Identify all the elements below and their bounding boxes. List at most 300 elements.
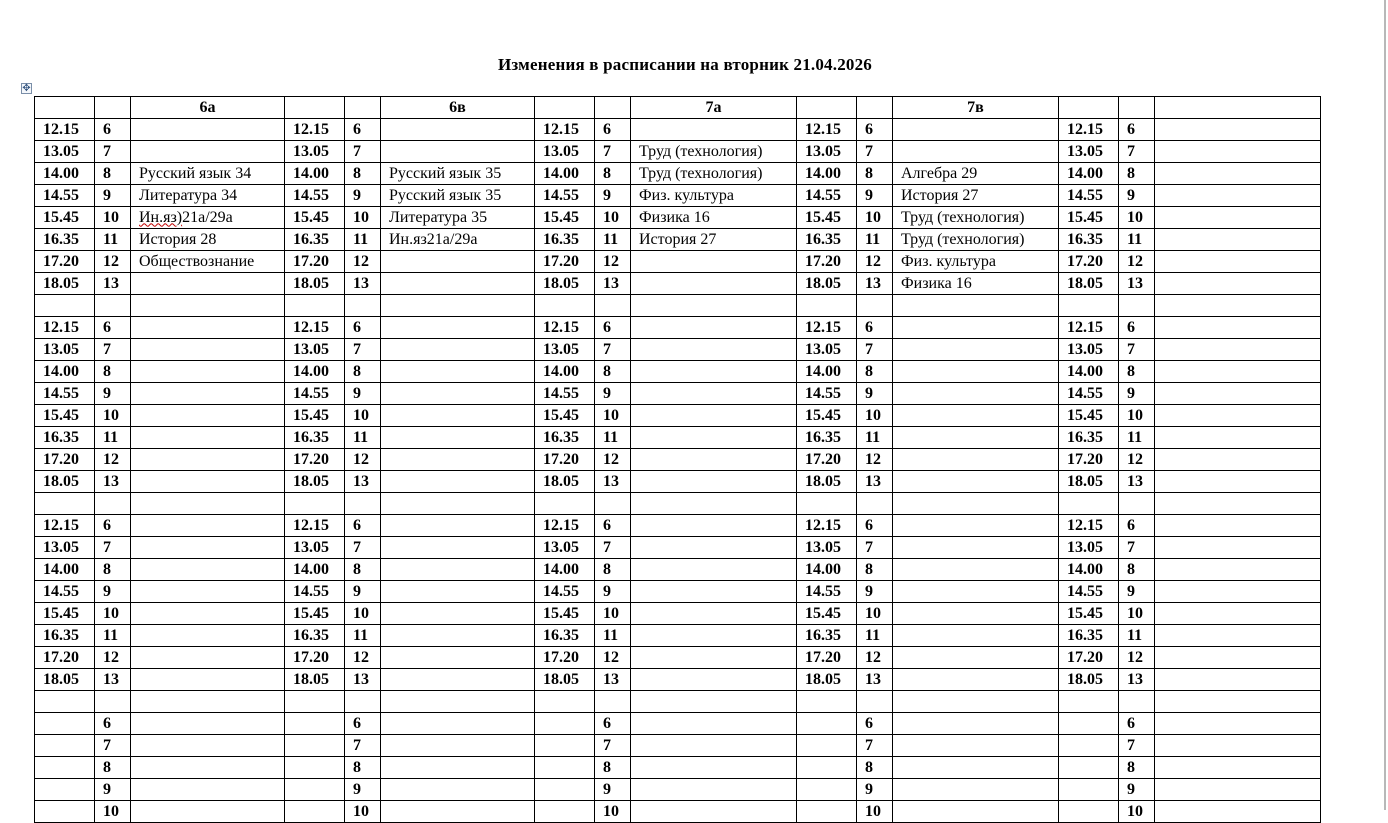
subject-cell <box>131 449 285 471</box>
time-cell: 16.35 <box>285 625 345 647</box>
subject-cell <box>631 581 797 603</box>
lesson-number-cell: 8 <box>857 757 893 779</box>
separator-cell <box>1155 493 1321 515</box>
lesson-number-cell: 12 <box>95 647 131 669</box>
time-cell: 14.55 <box>797 383 857 405</box>
subject-cell: Труд (технология) <box>893 207 1059 229</box>
time-cell <box>285 735 345 757</box>
subject-cell <box>381 801 535 823</box>
lesson-number-cell: 10 <box>1119 207 1155 229</box>
subject-cell <box>631 735 797 757</box>
time-cell: 13.05 <box>1059 537 1119 559</box>
separator-cell <box>797 295 857 317</box>
extra-cell <box>1155 801 1321 823</box>
lesson-number-cell: 8 <box>345 757 381 779</box>
lesson-number-cell: 12 <box>595 449 631 471</box>
time-cell: 16.35 <box>35 625 95 647</box>
lesson-number-cell: 7 <box>857 141 893 163</box>
subject-cell <box>631 669 797 691</box>
separator-cell <box>857 691 893 713</box>
lesson-number-cell: 7 <box>95 735 131 757</box>
time-cell <box>535 801 595 823</box>
separator-cell <box>535 295 595 317</box>
lesson-number-cell: 7 <box>857 735 893 757</box>
subject-cell: Русский язык 35 <box>381 163 535 185</box>
subject-cell: Ин.яз)21а/29а <box>131 207 285 229</box>
subject-cell <box>893 427 1059 449</box>
subject-cell <box>381 515 535 537</box>
lesson-number-cell: 6 <box>95 713 131 735</box>
extra-cell <box>1155 383 1321 405</box>
lesson-number-cell: 6 <box>1119 515 1155 537</box>
subject-cell <box>131 317 285 339</box>
lesson-number-cell: 8 <box>857 163 893 185</box>
lesson-number-cell: 11 <box>857 427 893 449</box>
subject-cell <box>631 317 797 339</box>
lesson-number-cell: 9 <box>1119 383 1155 405</box>
lesson-number-cell: 6 <box>1119 317 1155 339</box>
subject-cell <box>131 119 285 141</box>
time-cell: 14.00 <box>797 559 857 581</box>
time-cell: 18.05 <box>1059 471 1119 493</box>
lesson-number-cell: 13 <box>857 273 893 295</box>
separator-cell <box>1059 295 1119 317</box>
time-cell <box>535 779 595 801</box>
time-cell: 14.55 <box>285 581 345 603</box>
extra-cell <box>1155 427 1321 449</box>
time-cell: 17.20 <box>535 449 595 471</box>
time-cell: 17.20 <box>1059 647 1119 669</box>
subject-cell <box>381 405 535 427</box>
subject-cell <box>381 581 535 603</box>
time-cell <box>797 801 857 823</box>
time-cell: 15.45 <box>35 207 95 229</box>
time-cell: 15.45 <box>535 405 595 427</box>
lesson-row <box>35 141 1321 163</box>
time-cell: 17.20 <box>1059 449 1119 471</box>
subject-cell <box>631 559 797 581</box>
lesson-number-cell: 9 <box>857 779 893 801</box>
lesson-number-cell: 8 <box>345 559 381 581</box>
time-cell: 15.45 <box>797 405 857 427</box>
lesson-number-cell: 10 <box>345 405 381 427</box>
lesson-number-cell: 8 <box>1119 163 1155 185</box>
time-cell: 13.05 <box>35 339 95 361</box>
time-cell: 16.35 <box>797 427 857 449</box>
time-cell: 18.05 <box>35 669 95 691</box>
separator-cell <box>1059 691 1119 713</box>
subject-cell <box>893 669 1059 691</box>
time-cell: 13.05 <box>535 339 595 361</box>
time-cell: 14.55 <box>1059 581 1119 603</box>
lesson-number-cell: 10 <box>857 603 893 625</box>
time-cell: 17.20 <box>797 647 857 669</box>
time-cell: 15.45 <box>797 207 857 229</box>
subject-cell <box>893 713 1059 735</box>
time-cell: 15.45 <box>285 603 345 625</box>
time-cell: 12.15 <box>1059 317 1119 339</box>
time-cell: 14.00 <box>535 163 595 185</box>
lesson-row <box>35 251 1321 273</box>
extra-cell <box>1155 361 1321 383</box>
subject-cell: Обществознание <box>131 251 285 273</box>
time-cell: 18.05 <box>285 273 345 295</box>
subject-cell <box>131 669 285 691</box>
lesson-row <box>35 647 1321 669</box>
time-cell: 12.15 <box>1059 119 1119 141</box>
lesson-number-cell: 12 <box>1119 449 1155 471</box>
subject-cell <box>893 383 1059 405</box>
subject-cell <box>381 625 535 647</box>
separator-cell <box>381 691 535 713</box>
lesson-row <box>35 273 1321 295</box>
extra-cell <box>1155 317 1321 339</box>
lesson-number-cell: 13 <box>95 471 131 493</box>
subject-cell <box>381 141 535 163</box>
extra-cell <box>1155 537 1321 559</box>
lesson-row <box>35 515 1321 537</box>
time-cell: 15.45 <box>285 207 345 229</box>
subject-cell <box>893 515 1059 537</box>
subject-cell <box>893 405 1059 427</box>
lesson-row <box>35 779 1321 801</box>
time-cell: 14.00 <box>1059 163 1119 185</box>
table-move-handle-icon[interactable]: ✥ <box>22 83 31 94</box>
subject-cell <box>381 317 535 339</box>
subject-cell <box>381 449 535 471</box>
time-cell: 12.15 <box>285 515 345 537</box>
lesson-number-cell: 9 <box>857 185 893 207</box>
lesson-number-cell: 9 <box>95 779 131 801</box>
time-cell: 12.15 <box>535 317 595 339</box>
lesson-number-cell: 12 <box>345 449 381 471</box>
separator-row <box>35 493 1321 515</box>
lesson-number-cell: 11 <box>595 625 631 647</box>
separator-cell <box>35 493 95 515</box>
time-cell: 13.05 <box>535 537 595 559</box>
lesson-row <box>35 537 1321 559</box>
time-cell: 17.20 <box>535 251 595 273</box>
time-cell: 14.55 <box>1059 383 1119 405</box>
time-cell: 17.20 <box>35 449 95 471</box>
lesson-number-cell: 7 <box>1119 339 1155 361</box>
lesson-number-cell: 7 <box>95 141 131 163</box>
time-cell: 18.05 <box>285 669 345 691</box>
lesson-number-cell: 7 <box>345 537 381 559</box>
lesson-row <box>35 185 1321 207</box>
subject-cell: Физика 16 <box>631 207 797 229</box>
time-cell: 12.15 <box>797 119 857 141</box>
subject-cell <box>131 713 285 735</box>
separator-cell <box>285 691 345 713</box>
time-cell <box>35 779 95 801</box>
lesson-number-cell: 9 <box>345 185 381 207</box>
time-cell: 13.05 <box>797 537 857 559</box>
time-cell: 18.05 <box>797 669 857 691</box>
lesson-number-cell: 8 <box>595 559 631 581</box>
extra-cell <box>1155 603 1321 625</box>
time-cell <box>797 757 857 779</box>
lesson-number-cell: 8 <box>857 361 893 383</box>
subject-cell <box>631 757 797 779</box>
lesson-number-cell: 13 <box>1119 273 1155 295</box>
time-cell: 14.00 <box>797 163 857 185</box>
separator-cell <box>1059 493 1119 515</box>
class-header-7a: 7а <box>631 97 797 119</box>
time-cell: 12.15 <box>797 515 857 537</box>
time-cell: 14.55 <box>285 383 345 405</box>
class-header-6v: 6в <box>381 97 535 119</box>
subject-cell <box>631 625 797 647</box>
subject-cell: Физ. культура <box>631 185 797 207</box>
lesson-number-cell: 11 <box>1119 625 1155 647</box>
lesson-number-cell: 10 <box>595 405 631 427</box>
lesson-number-cell: 11 <box>595 229 631 251</box>
extra-cell <box>1155 163 1321 185</box>
time-cell <box>535 757 595 779</box>
extra-cell <box>1155 207 1321 229</box>
separator-cell <box>631 295 797 317</box>
time-cell: 14.00 <box>1059 559 1119 581</box>
extra-cell <box>1155 735 1321 757</box>
lesson-number-cell: 11 <box>345 427 381 449</box>
page-edge-scrollbar <box>1384 0 1386 810</box>
lesson-number-cell: 6 <box>345 317 381 339</box>
extra-cell <box>1155 559 1321 581</box>
header-row <box>35 97 1321 119</box>
time-cell <box>285 779 345 801</box>
lesson-number-cell: 9 <box>595 779 631 801</box>
subject-cell <box>131 471 285 493</box>
subject-cell <box>893 757 1059 779</box>
subject-cell <box>893 625 1059 647</box>
lesson-number-cell: 6 <box>857 119 893 141</box>
lesson-number-cell: 10 <box>595 207 631 229</box>
subject-cell: История 27 <box>631 229 797 251</box>
lesson-row <box>35 339 1321 361</box>
time-cell: 14.55 <box>797 185 857 207</box>
time-cell: 12.15 <box>285 317 345 339</box>
lesson-number-cell: 6 <box>595 713 631 735</box>
lesson-number-cell: 8 <box>595 163 631 185</box>
lesson-number-cell: 8 <box>345 163 381 185</box>
lesson-number-cell: 12 <box>857 251 893 273</box>
time-cell: 15.45 <box>535 207 595 229</box>
separator-cell <box>595 493 631 515</box>
time-cell <box>1059 779 1119 801</box>
lesson-number-cell: 7 <box>595 141 631 163</box>
lesson-number-cell: 7 <box>857 339 893 361</box>
lesson-number-cell: 7 <box>1119 735 1155 757</box>
time-cell: 17.20 <box>797 251 857 273</box>
lesson-number-cell: 6 <box>857 713 893 735</box>
schedule-table <box>34 96 1321 823</box>
subject-cell <box>131 361 285 383</box>
lesson-number-cell: 9 <box>595 581 631 603</box>
lesson-number-cell: 6 <box>595 515 631 537</box>
extra-cell <box>1155 339 1321 361</box>
time-cell: 17.20 <box>797 449 857 471</box>
lesson-number-cell: 12 <box>595 647 631 669</box>
lesson-number-cell: 10 <box>1119 801 1155 823</box>
extra-cell <box>1155 625 1321 647</box>
extra-cell <box>1155 449 1321 471</box>
time-cell <box>797 779 857 801</box>
time-cell <box>35 713 95 735</box>
time-cell: 14.00 <box>285 163 345 185</box>
header-num-cell <box>857 97 893 119</box>
subject-cell <box>631 515 797 537</box>
lesson-row <box>35 383 1321 405</box>
subject-cell <box>381 339 535 361</box>
time-cell: 16.35 <box>1059 427 1119 449</box>
time-cell: 16.35 <box>535 625 595 647</box>
subject-cell <box>631 801 797 823</box>
lesson-number-cell: 7 <box>345 339 381 361</box>
lesson-number-cell: 7 <box>595 339 631 361</box>
time-cell: 12.15 <box>35 317 95 339</box>
lesson-row <box>35 801 1321 823</box>
time-cell: 16.35 <box>35 427 95 449</box>
subject-cell: Русский язык 34 <box>131 163 285 185</box>
subject-cell <box>631 647 797 669</box>
lesson-number-cell: 6 <box>345 713 381 735</box>
subject-cell <box>131 735 285 757</box>
time-cell: 13.05 <box>35 141 95 163</box>
subject-cell <box>131 801 285 823</box>
subject-cell <box>893 647 1059 669</box>
lesson-number-cell: 13 <box>95 669 131 691</box>
extra-cell <box>1155 581 1321 603</box>
subject-cell: Труд (технология) <box>631 163 797 185</box>
time-cell: 14.00 <box>535 559 595 581</box>
subject-cell <box>631 119 797 141</box>
lesson-number-cell: 6 <box>345 119 381 141</box>
time-cell: 16.35 <box>535 427 595 449</box>
lesson-number-cell: 10 <box>595 603 631 625</box>
lesson-row <box>35 757 1321 779</box>
time-cell <box>797 713 857 735</box>
extra-cell <box>1155 515 1321 537</box>
separator-row <box>35 295 1321 317</box>
separator-cell <box>345 493 381 515</box>
header-time-cell <box>35 97 95 119</box>
separator-cell <box>1155 691 1321 713</box>
subject-cell <box>131 141 285 163</box>
lesson-number-cell: 9 <box>345 581 381 603</box>
lesson-number-cell: 9 <box>857 383 893 405</box>
separator-cell <box>381 295 535 317</box>
separator-cell <box>535 493 595 515</box>
subject-cell <box>381 273 535 295</box>
subject-cell <box>131 537 285 559</box>
subject-cell <box>893 735 1059 757</box>
time-cell <box>1059 757 1119 779</box>
subject-cell <box>131 581 285 603</box>
lesson-number-cell: 9 <box>345 383 381 405</box>
subject-cell <box>381 669 535 691</box>
time-cell: 13.05 <box>1059 339 1119 361</box>
lesson-number-cell: 8 <box>1119 757 1155 779</box>
lesson-number-cell: 9 <box>1119 779 1155 801</box>
lesson-number-cell: 7 <box>595 735 631 757</box>
lesson-number-cell: 6 <box>595 119 631 141</box>
lesson-number-cell: 8 <box>595 757 631 779</box>
lesson-number-cell: 7 <box>345 141 381 163</box>
lesson-number-cell: 11 <box>1119 229 1155 251</box>
separator-cell <box>285 493 345 515</box>
lesson-number-cell: 6 <box>1119 119 1155 141</box>
time-cell: 14.55 <box>35 185 95 207</box>
separator-cell <box>95 295 131 317</box>
lesson-number-cell: 11 <box>95 427 131 449</box>
time-cell: 12.15 <box>1059 515 1119 537</box>
time-cell <box>285 757 345 779</box>
time-cell: 16.35 <box>35 229 95 251</box>
class-header-7v: 7в <box>893 97 1059 119</box>
subject-cell: Труд (технология) <box>893 229 1059 251</box>
time-cell: 18.05 <box>797 273 857 295</box>
time-cell <box>797 735 857 757</box>
time-cell <box>35 801 95 823</box>
extra-cell <box>1155 229 1321 251</box>
lesson-number-cell: 11 <box>95 625 131 647</box>
time-cell: 13.05 <box>285 339 345 361</box>
subject-cell <box>631 537 797 559</box>
time-cell: 13.05 <box>1059 141 1119 163</box>
time-cell <box>35 757 95 779</box>
lesson-number-cell: 11 <box>95 229 131 251</box>
header-num-cell <box>95 97 131 119</box>
subject-cell <box>893 581 1059 603</box>
separator-cell <box>535 691 595 713</box>
spellcheck-mark: Ин.яз) <box>139 208 183 226</box>
subject-cell: Ин.яз21а/29а <box>381 229 535 251</box>
time-cell: 14.00 <box>797 361 857 383</box>
subject-cell: Литература 34 <box>131 185 285 207</box>
time-cell: 16.35 <box>797 229 857 251</box>
lesson-number-cell: 13 <box>1119 471 1155 493</box>
subject-cell <box>381 713 535 735</box>
time-cell: 16.35 <box>1059 229 1119 251</box>
time-cell <box>1059 735 1119 757</box>
extra-cell <box>1155 471 1321 493</box>
subject-cell <box>131 559 285 581</box>
time-cell: 17.20 <box>35 251 95 273</box>
time-cell <box>1059 801 1119 823</box>
separator-cell <box>131 493 285 515</box>
lesson-row <box>35 625 1321 647</box>
lesson-number-cell: 10 <box>95 207 131 229</box>
subject-cell <box>893 339 1059 361</box>
lesson-number-cell: 7 <box>95 339 131 361</box>
subject-cell <box>381 647 535 669</box>
lesson-row <box>35 581 1321 603</box>
time-cell: 14.55 <box>535 383 595 405</box>
time-cell: 13.05 <box>285 141 345 163</box>
subject-cell <box>381 119 535 141</box>
lesson-row <box>35 119 1321 141</box>
time-cell: 17.20 <box>285 251 345 273</box>
lesson-number-cell: 13 <box>595 471 631 493</box>
lesson-number-cell: 11 <box>1119 427 1155 449</box>
header-extra-cell <box>1155 97 1321 119</box>
time-cell: 14.00 <box>1059 361 1119 383</box>
header-time-cell <box>1059 97 1119 119</box>
subject-cell <box>381 603 535 625</box>
lesson-row <box>35 559 1321 581</box>
time-cell <box>285 801 345 823</box>
